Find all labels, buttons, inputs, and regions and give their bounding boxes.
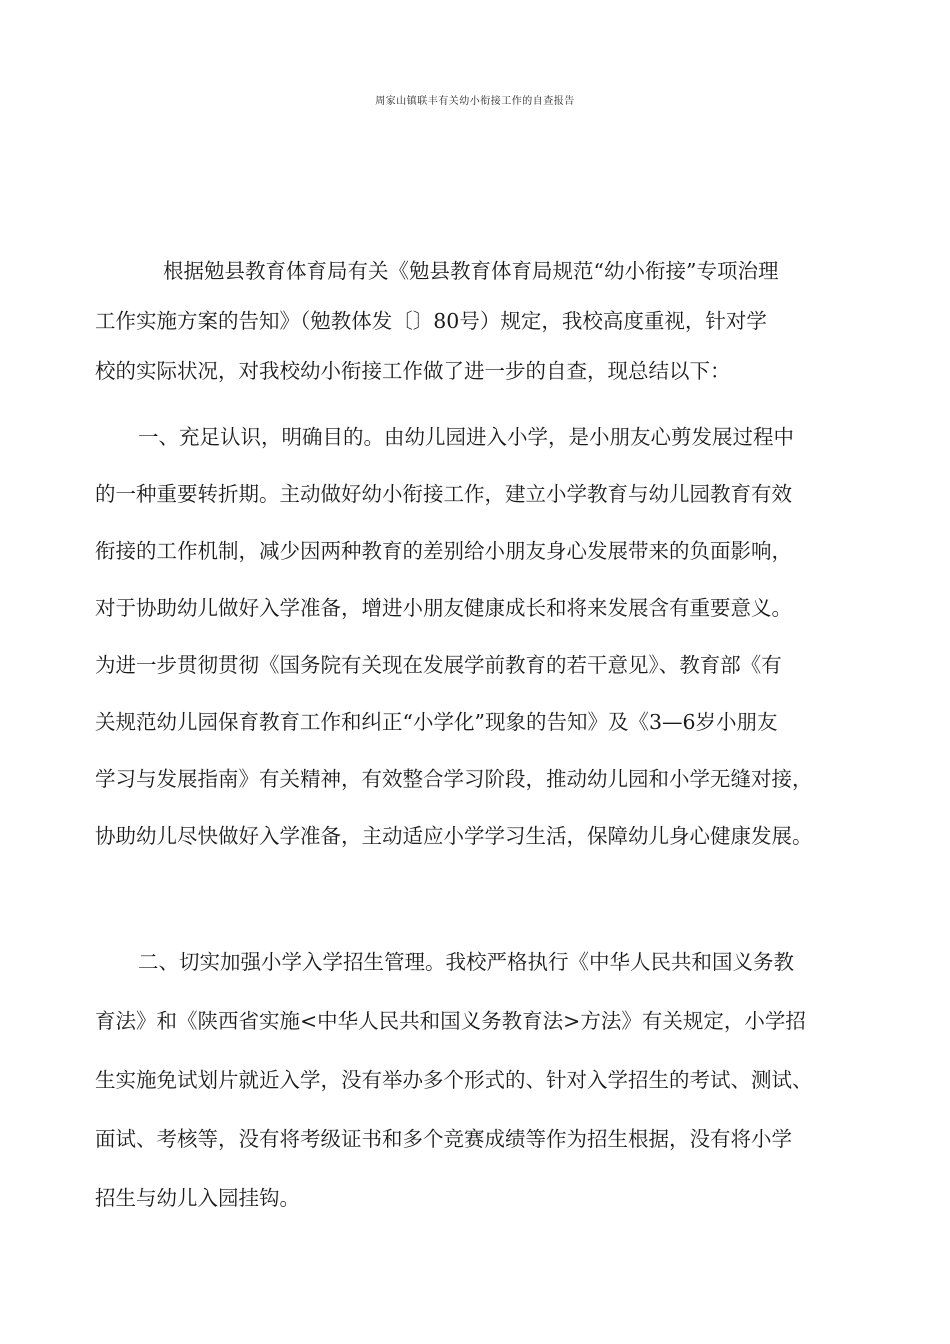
paragraph-line: 生实施免试划片就近入学，没有举办多个形式的、针对入学招生的考试、测试、 (95, 1068, 813, 1092)
paragraph-line: 一、充足认识，明确目的。由幼儿园进入小学，是小朋友心剪发展过程中 (138, 425, 794, 449)
paragraph-line: 育法》和《陕西省实施<中华人民共和国义务教育法>方法》有关规定，小学招 (95, 1009, 806, 1033)
paragraph-line: 二、切实加强小学入学招生管理。我校严格执行《中华人民共和国义务教 (138, 950, 794, 974)
paragraph-line: 衔接的工作机制，减少因两种教育的差别给小朋友身心发展带来的负面影响， (95, 539, 792, 563)
paragraph-line: 根据勉县教育体育局有关《勉县教育体育局规范“幼小衔接”专项治理 (163, 259, 779, 283)
paragraph-line: 关规范幼儿园保育教育工作和纠正“小学化”现象的告知》及《3—6岁小朋友 (95, 710, 778, 734)
paragraph-line: 面试、考核等，没有将考级证书和多个竞赛成绩等作为招生根据，没有将小学 (95, 1127, 792, 1151)
paragraph-line: 校的实际状况，对我校幼小衔接工作做了进一步的自查，现总结以下： (95, 359, 731, 383)
paragraph-line: 对于协助幼儿做好入学准备，增进小朋友健康成长和将来发展含有重要意义。 (95, 596, 792, 620)
paragraph-line: 的一种重要转折期。主动做好幼小衔接工作，建立小学教育与幼儿园教育有效 (95, 482, 792, 506)
paragraph-line: 协助幼儿尽快做好入学准备，主动适应小学学习生活，保障幼儿身心健康发展。 (95, 824, 813, 848)
paragraph-line: 学习与发展指南》有关精神，有效整合学习阶段，推动幼儿园和小学无缝对接， (95, 767, 813, 791)
paragraph-line: 招生与幼儿入园挂钩。 (95, 1186, 300, 1210)
paragraph-line: 工作实施方案的告知》（勉教体发〔〕80号）规定，我校高度重视，针对学 (95, 309, 767, 333)
document-title: 周家山镇联丰有关幼小衔接工作的自查报告 (375, 96, 575, 107)
paragraph-line: 为进一步贯彻贯彻《国务院有关现在发展学前教育的若干意见》、教育部《有 (95, 653, 782, 677)
